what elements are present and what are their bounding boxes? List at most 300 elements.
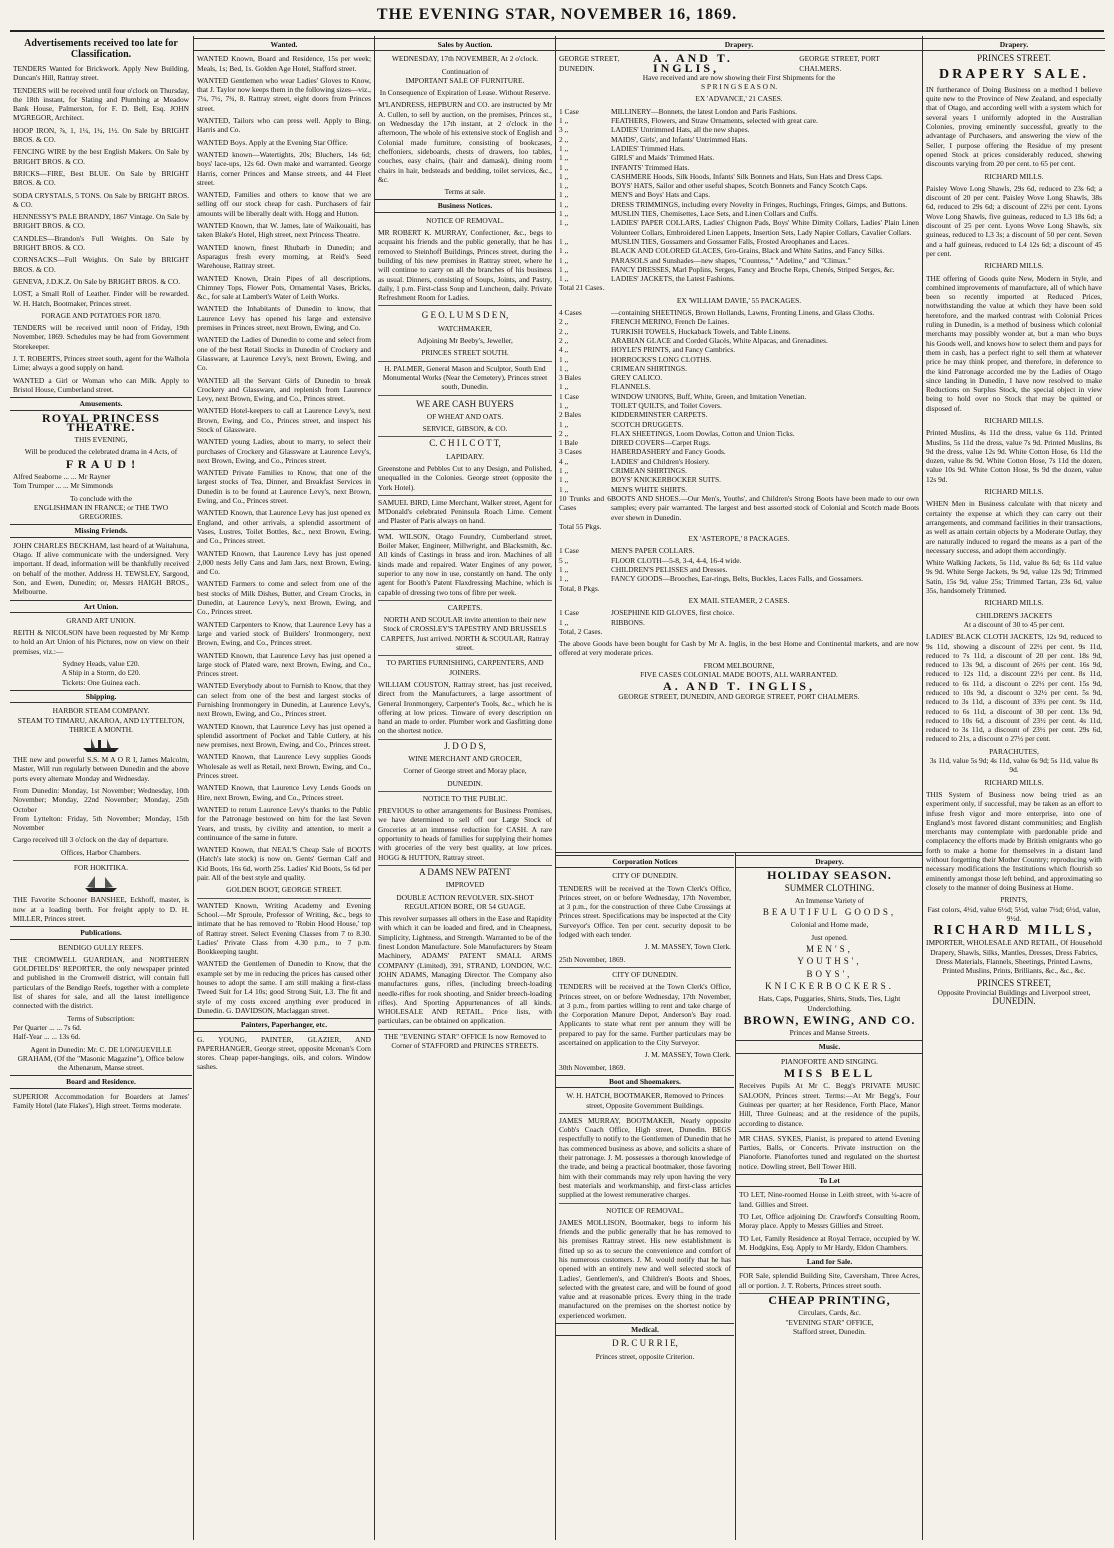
- lumsden-addr: Adjoining Mr Beeby's, Jeweller,: [417, 336, 513, 346]
- item-description: ARABIAN GLACE and Corded Glacés, White Alpacas, and Grenadines.: [611, 335, 828, 345]
- shipment-asterope-list: [556, 546, 922, 583]
- total-asterope: Total, 8 Pkgs.: [559, 583, 600, 593]
- shipment-item: [559, 317, 919, 326]
- item-description: PARASOLS and Sunshades—new shapes, "Countess," "Adeline," and "Climax.": [611, 255, 851, 265]
- lumsden-street: PRINCES STREET SOUTH.: [421, 348, 509, 358]
- dods-name: J. D O D S,: [444, 740, 486, 751]
- knickerbockers: KNICKERBOCKERS.: [765, 980, 894, 991]
- late-ads-title: Advertisements received too late for Classification.: [24, 38, 178, 60]
- ad: HENNESSY'S PALE BRANDY, 1867 Vintage. On Sale by BRIGHT BROS. & CO.: [13, 212, 189, 231]
- harbor-route: STEAM TO TIMARU, AKAROA, AND LYTTELTON,: [17, 715, 185, 725]
- parachutes: PARACHUTES,: [989, 746, 1039, 756]
- shipment-item: [559, 574, 919, 583]
- beautiful-goods: BEAUTIFUL GOODS,: [762, 907, 897, 918]
- item-quantity: 1 ,,: [559, 199, 569, 209]
- inglis-boots: FIVE CASES COLONIAL MADE BOOTS, ALL WARRANTED.: [640, 670, 838, 679]
- removal-title: NOTICE OF REMOVAL.: [426, 215, 504, 225]
- shipment-item: [559, 237, 919, 246]
- item-description: FEATHERS, Flowers, and Straw Ornaments, selected with great care.: [611, 116, 818, 126]
- mens: MEN'S,: [806, 944, 853, 955]
- section-heading: Missing Friends.: [10, 524, 192, 537]
- item-quantity: 4 Cases: [559, 308, 582, 318]
- item-description: FRENCH MERINO, French De Laines.: [611, 317, 730, 327]
- shipment-item: [559, 608, 919, 617]
- mills-when: WHEN Men in Business calculate with that nicety and certainty the expense at which they can carry out their arrangements, and command facilities in their transactions, as well as attain certain objects by a Moderate Outlay, they are naturally induced to regard the means as a part of the necessary success, and adopt them accordingly.: [926, 499, 1102, 555]
- item-description: FLANNELS.: [611, 382, 651, 392]
- ad: CORNSACKS—Full Weights. On Sale by BRIGHT BROS. & CO.: [13, 255, 189, 274]
- item-description: BOYS' HATS, Sailor and other useful shapes, Scotch Bonnets and Fancy Scotch Caps.: [611, 181, 868, 191]
- section-heading: Medical.: [556, 1323, 734, 1336]
- artunion-prize: A Ship in a Storm, do £20.: [61, 668, 141, 678]
- item-quantity: 1 Bale: [559, 438, 579, 448]
- reefs-title: BENDIGO GULLY REEFS.: [58, 942, 144, 952]
- item-description: KIDDERMINSTER CARPETS.: [611, 410, 708, 420]
- item-description: FANCY DRESSES, Marl Poplins, Serges, Fancy and Broche Reps, Chenés, Striped Serges, &c.: [611, 264, 895, 274]
- shipment-item: [559, 265, 919, 274]
- immense: An Immense Variety of: [794, 895, 865, 905]
- shipment-item: [559, 475, 919, 484]
- miss-bell: MISS BELL: [783, 1066, 876, 1081]
- wanted-ad: WANTED Known, that Laurence Levy has just opened a splendid assortment of Pocket and Table Cutlery, at his new premises, next Brown, Ewing, and Co., Princes street.: [197, 721, 371, 750]
- mills-shawls: Paisley Wove Long Shawls, 29s 6d, reduced to 23s 6d; a discount of 20 per cent. Paisley Wove Long Shawls, 38s 6d, reduced to 29s 6d; a discount of 22½ per cent. Lyons Wove Long Shawls, five guineas, reduced to L3 18s 6d; a discount of 25 per cent. Lyons Wove Long Shawls, six guineas, reduced to L3 3s; a discount of 50 per cent. Seven and a half guineas, reduced to L4 12s 6d; a discount of 45 per cent.: [926, 183, 1102, 258]
- shipment-item: [559, 420, 919, 429]
- wanted-ad: WANTED Private Families to Know, that one of the largest stocks of Tea, Dinner, and Breakfast Services in Dunedin is to be found at Laurence Levy's, next Brown, Ewing, and Co., Princes street.: [197, 468, 371, 506]
- public-text: PREVIOUS to other arrangements for Business Premises, we have determined to sell off our Large Stock of Groceries at an immense reduction for CASH. A rare opportunity to heads of families for supplying their homes with groceries of the very best quality, at low prices. HOGG & HUTTON, Rattray street.: [378, 806, 552, 862]
- missing-ad: JOHN CHARLES BECKHAM, last heard of at Waitahuna, Otago. If alive communicate with the undersigned. Very important. If dead, information will be thankfully received on behalf of the mother. Address H. TEWSLEY, Sargood, Son, and Ewen, Dunedin; or, Messrs HAIGH BROS., Melbourne.: [13, 540, 189, 597]
- prints-text: Fast colors, 4½d, value 6½d; 5½d, value 7½d; 6½d, value, 9½d.: [927, 904, 1101, 923]
- currie-addr: Princes street, opposite Criterion.: [595, 1351, 695, 1361]
- shipment-item: [559, 494, 919, 522]
- reefs-terms: Terms of Subscription:: [67, 1013, 135, 1023]
- wanted-ad: WANTED Carpenters to Know, that Laurence Levy has a large and varied stock of Builders' Ironmongery, next Brown, Ewing, and Co., Princes street.: [197, 619, 371, 648]
- section-heading: Publications.: [10, 926, 192, 939]
- shipment-item: [559, 382, 919, 391]
- item-description: HORROCKS'S LONG CLOTHS.: [611, 354, 712, 364]
- item-description: INFANTS' Trimmed Hats.: [611, 162, 690, 172]
- reefs-quarter: Per Quarter ... ... 7s 6d.: [13, 1022, 82, 1032]
- tolet-ad: TO Let, Office adjoining Dr. Crawford's Consulting Room, Moray place. Apply to Messrs Gillies and Street.: [739, 1211, 920, 1231]
- city-date: 25th November, 1869.: [559, 954, 626, 964]
- ad: TENDERS will be received until four o'clock on Thursday, the 18th instant, for Slating and Plumbing at Meadow Bank House, Palmerston, for F. D. Bell, Esq. JOHN M'GREGOR, Architect.: [13, 85, 189, 123]
- shipment-item: [559, 392, 919, 401]
- total-davie: Total 55 Pkgs.: [559, 521, 602, 531]
- item-quantity: 1 ,,: [559, 181, 569, 191]
- item-description: MUSLIN TIES, Chemisettes, Lace Sets, and Linen Collars and Cuffs.: [611, 209, 818, 219]
- shipment-item: [559, 556, 919, 565]
- item-quantity: 1 ,,: [559, 209, 569, 219]
- couston-text: WILLIAM COUSTON, Rattray street, has just received, direct from the Manufacturers, a large assortment of General Ironmongery, Carpenter's Tools, &c., which he is offering at low prices. Tinware of every description on hand an made to order. Plumber work and Gasfitting done on the shortest notice.: [378, 679, 552, 736]
- dods-trade: WINE MERCHANT AND GROCER,: [408, 754, 522, 763]
- ad: BRICKS—FIRE, Best BLUE. On Sale by BRIGHT BROS. & CO.: [13, 168, 189, 188]
- auction-terms: Terms at sale.: [444, 187, 486, 197]
- item-quantity: 3 Cases: [559, 447, 582, 457]
- item-description: DRESS TRIMMINGS, including every Novelty in Fringes, Ruchings, Fringes, Gimps, and Buttons.: [611, 199, 908, 209]
- mills-muslins: Printed Muslins, 4s 11d the dress, value 6s 11d. Printed Muslins, 5s 11d the dress, value 7s 9d. Printed Muslins, 8s 9d the dress, value 12s 9d. White Cotton Hose, 6s 11d the dozen, value 8s 9d. White Cotton Hose, 7s 11d the dozen, value 10s 9d. White Cotton Hose, 9s 9d the dozen, value 12s 9d.: [926, 428, 1102, 484]
- brown-ewing-addr: Princes and Manse Streets.: [789, 1028, 870, 1038]
- shipment-item: [559, 163, 919, 172]
- theatre-farce: ENGLISHMAN IN FRANCE; or THE TWO GREGORIES.: [33, 502, 169, 522]
- item-description: CASHMERE Hoods, Silk Hoods, Infants' Silk Bonnets and Hats, Sun Hats and Dress Caps.: [611, 171, 883, 181]
- item-quantity: 1 Case: [559, 106, 579, 116]
- shipment-advance-list: [556, 107, 922, 284]
- item-description: CRIMEAN SHIRTINGS.: [611, 363, 687, 373]
- section-heading: Drapery.: [736, 855, 922, 868]
- item-quantity: 1 ,,: [559, 116, 569, 126]
- revolver-title: A DAMS NEW PATENT: [419, 866, 511, 877]
- item-description: MEN'S WHITE SHIRTS.: [611, 484, 688, 494]
- shipment-item: [559, 466, 919, 475]
- shipment-item: [559, 364, 919, 373]
- shipment-mail-list: [556, 608, 922, 627]
- theatre-when: THIS EVENING,: [74, 435, 128, 445]
- item-quantity: 1 Case: [559, 391, 579, 401]
- wanted-ad: WANTED Known, that W. James, late of Waikouaiti, has taken Blake's Hotel, High street, next Princess Theatre.: [197, 221, 371, 240]
- inglis-firm: A. AND T. INGLIS,: [652, 51, 733, 75]
- harbor-freq: THRICE A MONTH.: [69, 724, 133, 734]
- inglis-firm-footer: A. AND T. INGLIS,: [663, 679, 815, 694]
- cheap-printing: CHEAP PRINTING,: [768, 1292, 891, 1307]
- theatre-name: ROYAL PRINCESS THEATRE.: [42, 410, 160, 434]
- lumsden-trade: WATCHMAKER,: [438, 323, 492, 333]
- artunion-tickets: Tickets: One Guinea each.: [61, 677, 141, 687]
- dods-addr: Corner of George street and Moray place,: [403, 766, 527, 776]
- murray-ad: JAMES MURRAY, BOOTMAKER, Nearly opposite Cobb's Coach Office, High street, Dunedin. BEGS respectfully to notify to the Gentlemen of Dunedin that he has commenced business as above, and solicits a share of their patronage. J. M. possesses a thorough knowledge of the trade, and being a practical bootmaker, those favoring him with their commands may rely upon having the very best materials and workmanship, and first-class articles supplied at the lowest remunerative charges.: [559, 1115, 731, 1200]
- shipment-item: [559, 172, 919, 181]
- reefs-text: THE CROMWELL GUARDIAN, and NORTHERN GOLDFIELDS' REPORTER, the only newspaper printed and published in the Cromwell district, will contain full particulars of the Bendigo Reefs, together with a complete list of shares for sale, and all the latest intelligence connected with the district.: [13, 954, 189, 1011]
- shipment-item: [559, 457, 919, 466]
- shipment-item: [559, 153, 919, 162]
- item-quantity: 1 ,,: [559, 236, 569, 246]
- item-description: LADIES' Trimmed Hats.: [611, 143, 685, 153]
- tolet-ad: TO Let, Family Residence at Royal Terrace, occupied by W. M. Hodgkins, Esq. Apply to Mr Hardy, Eldon Chambers.: [739, 1233, 920, 1252]
- theatre-cast: Tom Trumper ... ... Mr Simmonds: [13, 481, 113, 491]
- sykes-ad: MR CHAS. SYKES, Pianist, is prepared to attend Evening Parties, Balls, or Concerts. Private instruction on the Pianoforte. Pianofortes tuned and regulated on the shortest notice. Dowling street, Bell Tower Hill.: [739, 1133, 920, 1171]
- shipment-item: [559, 190, 919, 199]
- section-heading: Music.: [736, 1040, 922, 1053]
- land-ad: FOR Sale, splendid Building Site, Caversham, Three Acres, all or portion. J. T. Roberts, Princes street south.: [739, 1271, 920, 1290]
- subcolumn-holiday: [735, 853, 922, 1540]
- cash-buyers-title: WE ARE CASH BUYERS: [416, 398, 514, 409]
- section-heading: Board and Residence.: [10, 1075, 192, 1088]
- item-description: FANCY GOODS—Brooches, Ear-rings, Belts, Buckles, Laces Falls, and Gossamers.: [611, 574, 863, 584]
- public-title: NOTICE TO THE PUBLIC.: [422, 793, 508, 803]
- ad: GENEVA, J.D.K.Z. On Sale by BRIGHT BROS. & CO.: [13, 276, 181, 286]
- summer-clothing: SUMMER CLOTHING.: [784, 882, 875, 893]
- item-description: GREY CALICO.: [611, 373, 663, 383]
- item-description: TURKISH TOWELS, Huckaback Towels, and Table Linens.: [611, 326, 791, 336]
- total-advance: Total 21 Cases.: [559, 283, 605, 293]
- cash-buyers-firm: SERVICE, GIBSON, & CO.: [422, 424, 508, 434]
- ad: FORAGE AND POTATOES FOR 1870.: [41, 310, 161, 320]
- item-description: CRIMEAN SHIRTINGS.: [611, 466, 687, 476]
- inglis-port: GEORGE STREET, PORT CHALMERS.: [799, 54, 880, 73]
- item-quantity: 1 ,,: [559, 264, 569, 274]
- section-heading: Wanted.: [194, 38, 374, 51]
- item-quantity: 1 Case: [559, 608, 579, 618]
- ad: TENDERS Wanted for Brickwork. Apply New Building, Duncan's Hill, Rattray street.: [13, 64, 189, 83]
- shipment-item: [559, 125, 919, 134]
- revolver-model: DOUBLE ACTION REVOLVER. SIX-SHOT REGULATION BORE, OR 54 GUAGE.: [396, 892, 534, 911]
- children-discount: At a discount of 30 to 45 per cent.: [963, 619, 1065, 629]
- parachutes-text: 3s 11d, value 5s 9d; 4s 11d, value 6s 9d; 5s 11d, value 8s 9d.: [929, 756, 1099, 775]
- city-title: CITY OF DUNEDIN.: [612, 871, 678, 881]
- item-quantity: 1 ,,: [559, 466, 569, 476]
- item-description: DIRED COVERS—Carpet Rugs.: [611, 438, 711, 448]
- item-quantity: 4 ,,: [559, 345, 569, 355]
- section-heading: Amusements.: [10, 397, 192, 410]
- item-quantity: 1 Case: [559, 546, 579, 556]
- mills-opposite: Opposite Provincial Buildings and Liverpool street,: [937, 987, 1091, 997]
- mills-sign: RICHARD MILLS.: [984, 598, 1044, 608]
- wanted-ad: WANTED Known, that Laurence Levy has just opened a large stock of Plated ware, next Brown, Ewing, and Co., Princes street.: [197, 650, 371, 679]
- inglis-season: S P R I N G S E A S O N.: [700, 82, 778, 92]
- item-quantity: 1 ,,: [559, 274, 569, 284]
- column-drapery: [555, 36, 922, 1540]
- item-quantity: 1 ,,: [559, 617, 569, 627]
- shipment-item: [559, 135, 919, 144]
- shipment-item: [559, 200, 919, 209]
- shipment-item: [559, 565, 919, 574]
- shipment-item: [559, 429, 919, 438]
- tolet-ad: TO LET, Nine-roomed House in Leith street, with ¼-acre of land. Gillies and Street.: [739, 1190, 920, 1209]
- prints: PRINTS,: [1000, 895, 1028, 905]
- city-text: TENDERS will be received at the Town Clerk's Office, Princes street, on or before Wednesday, 17th November, at 3 p.m., from parties willing to rent and take charge of the Corporation Manure Depot, Anderson's Bay road. Applicants to state what rent per annum they will be prepared to pay for the same. Further particulars may be ascertained on application to the City Surveyor.: [559, 982, 731, 1048]
- mollison-ad: JAMES MOLLISON, Bootmaker, begs to inform his friends and the public generally that he has removed to his premises Rattray street. His new establishment is fitted up so as to secure the convenience and comfort of his numerous customers. J. M. would notify that he has opened with an entirely new and well selected stock of Ladies', Gentlemen's, and Children's Boots and Shoes, selected with the greatest care, and will be found of good value and at reasonable prices. Every thing in the trade manufactured on the premises on the shortest notice by experienced workmen.: [559, 1217, 731, 1320]
- ad: SODA CRYSTALS, 5 TONS. On Sale by BRIGHT BROS. & CO.: [13, 190, 189, 209]
- princes-street: PRINCES STREET.: [977, 53, 1051, 64]
- inglis-melbourne: FROM MELBOURNE,: [703, 660, 775, 670]
- item-quantity: 2 ,,: [559, 335, 569, 345]
- ex-advance: EX 'ADVANCE,' 21 CASES.: [695, 94, 783, 104]
- holiday-title: HOLIDAY SEASON.: [767, 868, 892, 883]
- item-quantity: 2 Bales: [559, 410, 581, 420]
- wanted-ad: WANTED, Tailors who can press well. Apply to Bing, Harris and Co.: [197, 116, 371, 135]
- wanted-ad: WANTED known, finest Rhubarb in Dunedin; and Asparagus fresh every morning, at Reid's Seed Warehouse, Rattray street.: [197, 242, 371, 271]
- shipment-item: [559, 485, 919, 494]
- shipment-item: [559, 218, 919, 237]
- auction-cont: Continuation of: [441, 66, 489, 76]
- currie-name: D R. C U R R I E,: [612, 1338, 678, 1349]
- item-quantity: 1 ,,: [559, 171, 569, 181]
- item-quantity: 4 ,,: [559, 456, 569, 466]
- mills-sign: RICHARD MILLS.: [984, 171, 1044, 181]
- item-description: SCOTCH DRUGGETS.: [611, 419, 684, 429]
- section-heading: Land for Sale.: [736, 1255, 922, 1268]
- couston-title: TO PARTIES FURNISHING, CARPENTERS, AND JOINERS.: [386, 658, 544, 677]
- ad: TENDERS will be received until noon of Friday, 19th November, 1869. Schedules may be had from Government Storekeeper.: [13, 323, 189, 351]
- shipment-item: [559, 308, 919, 317]
- mills-princes: PRINCES STREET,: [977, 977, 1051, 988]
- auction-title: IMPORTANT SALE OF FURNITURE.: [405, 75, 525, 85]
- item-description: BLACK AND COLORED GLACES, Gro-Grains, Black and White Satins, and Fancy Silks.: [611, 246, 885, 256]
- city-sign: J. M. MASSEY, Town Clerk.: [644, 942, 731, 952]
- section-heading: Sales by Auction.: [375, 38, 555, 51]
- item-description: RIBBONS.: [611, 617, 645, 627]
- ad: WANTED a Girl or Woman who can Milk. Apply to Bristol House, Cumberland street.: [13, 375, 189, 394]
- item-quantity: 1 ,,: [559, 143, 569, 153]
- section-heading: Painters, Paperhanger, etc.: [194, 1018, 374, 1031]
- theatre-conclude: To conclude with the: [69, 493, 133, 503]
- section-heading: Business Notices.: [375, 199, 555, 212]
- inglis-dunedin: GEORGE STREET, DUNEDIN.: [559, 54, 620, 73]
- item-quantity: 3 ,,: [559, 125, 569, 135]
- column-wanted: [193, 36, 374, 1540]
- reefs-half: Half-Year ... ... 13s 6d.: [13, 1032, 81, 1042]
- shipment-item: [559, 116, 919, 125]
- schooner-icon: [83, 875, 119, 893]
- item-quantity: 3 Bales: [559, 373, 581, 383]
- mills-sign: RICHARD MILLS.: [984, 487, 1044, 497]
- shipment-item: [559, 373, 919, 382]
- cash-buyers-of: OF WHEAT AND OATS.: [426, 411, 504, 421]
- item-quantity: 1 ,,: [559, 475, 569, 485]
- ad: LOST, a Small Roll of Leather. Finder will be rewarded. W. H. Hatch, Bootmaker, Princes street.: [13, 289, 189, 308]
- ad: CANDLES—Brandon's Full Weights. On Sale by BRIGHT BROS. & CO.: [13, 233, 189, 253]
- item-description: LADIES' Untrimmed Hats, all the new shapes.: [611, 125, 750, 135]
- item-description: BOYS' KNICKERBOCKER SUITS.: [611, 475, 721, 485]
- wanted-ad: WANTED Known, that Laurence Levy has just opened 2,000 nests Jelly Cans and Jam Jars, next Brown, Ewing, and Co.: [197, 548, 371, 577]
- item-description: MEN'S and Boys' Hats and Caps.: [611, 190, 711, 200]
- section-heading: Corporation Notices: [556, 855, 734, 868]
- wanted-ad: WANTED Boys. Apply at the Evening Star Office.: [197, 137, 348, 147]
- wanted-ad: WANTED Known, Writing Academy and Evening School.—Mr Sproule, Professor of Writing, &c., begs to intimate that he has removed to 'Robin Hood House,' top of Rattray street. Select Evening Classes from 7 to 8.30. Ladies' Private Class from 4.30 p.m., to 7 p.m. Bookkeeping taught.: [197, 900, 371, 957]
- wanted-ad: WANTED Farmers to come and select from one of the best stocks of Milk Dishes, Butter, and Cream Crocks, in Dunedin, at Laurence Levy's, next Brown, Ewing, and Co., Princes street.: [197, 579, 371, 617]
- item-quantity: 1 ,,: [559, 565, 569, 575]
- palmer-ad: H. PALMER, General Mason and Sculptor, South End Monumental Works (Near the Cemetery), Princes street south, Dunedin.: [382, 363, 548, 392]
- wanted-ad: WANTED Known, Board and Residence, 15s per week; Meals, 1s; Bed, 1s. Golden Age Hotel, Stafford street.: [197, 54, 371, 73]
- wanted-ad: WANTED the Inhabitants of Dunedin to know, that Laurence Levy has opened his large and extensive premises in Princes street, next Brown, Ewing, and Co.: [197, 304, 371, 333]
- harbor-text: THE new and powerful S.S. M A O R I, James Malcolm, Master, Will run regularly between Dunedin and the above ports every alternate Monday and Wednesday.: [13, 755, 189, 783]
- item-description: WINDOW UNIONS, Buff, White, Green, and Imitation Venetian.: [611, 391, 807, 401]
- shipment-item: [559, 246, 919, 255]
- item-description: MEN'S PAPER COLLARS.: [611, 546, 695, 556]
- mills-jackets: White Walking Jackets, 5s 11d, value 8s 6d; 6s 11d value 9s 9d. White Serge Jackets, 9s 9d, value 12s 9d; Trimmed Satin, 15s 9d, value 25s; Trimmed Tartan, 23s 6d, value 35s, handsomely Trimmed.: [926, 558, 1102, 596]
- column-auction: [374, 36, 555, 1540]
- carpets-title: CARPETS.: [447, 602, 483, 612]
- mills-importer: IMPORTER, WHOLESALE AND RETAIL, Of Household Drapery, Shawls, Silks, Mantles, Dresses, Dress Fabrics, Dress Materials, Flannels, Sheetings, Printed Lawns, Printed Muslins, Prints, Brilliants, &c., &c., &c.: [926, 938, 1102, 976]
- mills-sign: RICHARD MILLS.: [984, 261, 1044, 271]
- item-quantity: 1 ,,: [559, 382, 569, 392]
- ad: J. T. ROBERTS, Princes street south, agent for the Walhola Lime; always a good supply on hand.: [13, 354, 189, 373]
- mills-offering: THE offering of Goods quite New, Modern in Style, and combined improvements of manufacture, all of which have been so recently imported at Reduced Prices, notwithstanding the value at which they have been sold heretofore, and the marked contrast with Colonial Prices ruling in Dunedin, is a method of business which colonial merchants may possibly wonder at, but a man who buys his Goods well, and knows how to select them and pays for them in cash, has a perfect right to sell them at whatever price he may think proper, and therefore, in deference to the kind Patronage accorded me by the Ladies of Otago since landing in Dunedin, I have now resolved to make Reductions on Surplus Stock, the special object in view being to hold over no Stock that may be quitted or disposed of.: [926, 273, 1102, 413]
- theatre-play: F R A U D !: [65, 456, 137, 471]
- mills-intro: IN furtherance of Doing Business on a method I believe quite new to the Province of New Zealand, and especially that of Otago, and according well with a system which for several years I uniformly adopted in the Australian Colonies, proving eminently successful, greatly to the advantage of Purchasers, and answering the view of the Seller, I purpose offering the Residue of my present opened Stock at prices considerably reduced, shewing discounts varying from 20 per cent. to 65 per cent.: [926, 84, 1102, 169]
- harbor-title: HARBOR STEAM COMPANY.: [52, 706, 150, 716]
- wanted-ad: WANTED Known, Drain Pipes of all descriptions, Chimney Tops, Flower Pots, Ornamental Vases, Bricks, &c., for sale at Lambert's Water of Leith Works.: [197, 273, 371, 302]
- auction-date: WEDNESDAY, 17th NOVEMBER, At 2 o'clock.: [391, 54, 539, 64]
- item-quantity: 10 Trunks and 6 Cases: [559, 493, 611, 513]
- item-description: LADIES' JACKETS, the Latest Fashions.: [611, 274, 735, 284]
- wanted-ad: WANTED Known, that Laurence Levy supplies Goods Wholesale as well as Retail, next Brown, Ewing, and Co., Princes street.: [197, 752, 371, 781]
- mills-big: RICHARD MILLS,: [933, 923, 1095, 939]
- shipment-item: [559, 107, 919, 116]
- section-heading: Drapery.: [923, 38, 1105, 51]
- item-description: FLOOR CLOTH—5-8, 3-4, 4-4, 16-4 wide.: [611, 555, 742, 565]
- shipment-item: [559, 144, 919, 153]
- carpets-text: NORTH AND SCOULAR invite attention to their new Stock of CROSSLEY'S TAPESTRY AND BRUSSELS CARPETS, Just arrived. NORTH & SCOULAR, Rattray street.: [380, 615, 550, 653]
- section-heading: Art Union.: [10, 600, 192, 613]
- inglis-received: Have received and are now showing their First Shipments for the: [642, 72, 836, 82]
- chilcott-text: Greenstone and Pebbles Cut to any Design, and Polished, unequalled in the Colonies. George street (opposite the York Hotel).: [378, 463, 552, 492]
- shipment-item: [559, 401, 919, 410]
- bell-text: Receives Pupils At Mr C. Begg's PRIVATE MUSIC SALOON, Princes street. Terms:—At Mr Begg's, Four Guineas per quarter; at her Residence, Forth Place, Manor Hill, Three Guineas; and at the residence of the pupils, according to distance.: [739, 1081, 920, 1128]
- section-heading: To Let: [736, 1174, 922, 1187]
- wanted-ad: WANTED to return Laurence Levy's thanks to the Public for the Patronage bestowed on him for the last Seven Years, and trusts, by civility and attention, to merit a continuance of the same in future.: [197, 804, 371, 842]
- youths: YOUTHS',: [797, 956, 862, 967]
- star-office-ad: THE "EVENING STAR" OFFICE Is now Removed to Corner of STAFFORD and PRINCES STREETS.: [383, 1031, 547, 1051]
- inglis-addr-footer: GEORGE STREET, DUNEDIN, AND GEORGE STREET, PORT CHALMERS.: [618, 691, 860, 701]
- just-opened: Just opened.: [811, 932, 848, 942]
- artunion-prize: Sydney Heads, value £20.: [62, 659, 140, 669]
- subcolumn-corporation: [556, 853, 734, 1540]
- lumsden-name: G E O. L U M S D E N,: [421, 310, 509, 321]
- stafford-street: Stafford street, Dunedin.: [793, 1326, 866, 1336]
- harbor-from-dunedin: From Dunedin: Monday, 1st November; Wednesday, 10th November; Monday, 22nd November; Monday, 25th October: [13, 786, 189, 814]
- item-description: MILLINERY—Bonnets, the latest London and Paris Fashions.: [611, 106, 797, 116]
- item-description: —containing SHEETINGS, Brown Hollands, Lawns, Fronting Linens, and Glass Cloths.: [611, 308, 875, 318]
- wanted-ad: WANTED all the Servant Girls of Dunedin to break Crockery and Glassware, and replenish from Laurence Levy, next Brown, Ewing, and Co., Princes street.: [197, 375, 371, 404]
- shipment-item: [559, 345, 919, 354]
- removal-text: MR ROBERT K. MURRAY, Confectioner, &c., begs to acquaint his friends and the public generally, that he has removed to Steinhoff Buildings, Princes street, during the building of his new premises in Rattray street, where he will continue to carry on all the branches of his business as usual. Dinners, consisting of Soups, Joints, and Pastry, daily, 1 p.m. First-class Soup and Luncheon, daily. Private Refreshment Room for Ladies.: [378, 228, 552, 303]
- artunion-text: REITH & NICOLSON have been requested by Mr Kemp to hold an Art Union of his Pictures, now on view on their premises, viz.:—: [13, 628, 189, 656]
- shipment-davie-list: [556, 308, 922, 522]
- mills-sign: RICHARD MILLS.: [984, 777, 1044, 787]
- shipment-item: [559, 256, 919, 265]
- masthead-rule: [10, 30, 1104, 32]
- wanted-ad: WANTED young Ladies, about to marry, to select their purchases of Crockery and Glassware at Laurence Levy's, next Brown, Ewing, and Co., Princes street.: [197, 437, 371, 465]
- revolver-improved: IMPROVED: [445, 880, 485, 890]
- artunion-title: GRAND ART UNION.: [66, 615, 136, 625]
- total-mail: Total, 2 Cases.: [559, 626, 603, 636]
- item-quantity: 1 ,,: [559, 484, 569, 494]
- item-description: GIRLS' and Maids' Trimmed Hats.: [611, 153, 715, 163]
- section-heading: Drapery.: [556, 38, 922, 51]
- removal-title: NOTICE OF REMOVAL.: [606, 1205, 684, 1215]
- theatre-cast: Alfred Seaborne ... ... Mr Rayner: [13, 471, 111, 481]
- item-description: LADIES' and Children's Hosiery.: [611, 456, 710, 466]
- hokitika-text: THE Favorite Schooner BANSHEE, Eckhoff, master, is now at a loading berth. For freight apply to D. H. MILLER, Princes street.: [13, 895, 189, 923]
- wanted-ad: WANTED Hotel-keepers to call at Laurence Levy's, next Brown, Ewing, and Co., Princes street, and inspect his Stock of Glassware.: [197, 406, 371, 434]
- item-description: CHILDREN'S PELISSES and Dresses.: [611, 565, 728, 575]
- board-ad: SUPERIOR Accommodation for Boarders at James' Family Hotel (late Flakes'), High street. Terms moderate.: [13, 1091, 189, 1111]
- inglis-bought: The above Goods have been bought for Cash by Mr A. Inglis, in the best Home and Continental markets, and are now offered at very moderate prices.: [559, 639, 919, 658]
- item-description: MAIDS', Girls', and Infants' Untrimmed Hats.: [611, 134, 748, 144]
- bird-ad: SAMUEL BIRD, Lime Merchant, Walker street, Agent for M'Donald's celebrated Peninsula Roach Lime. Cement and Plaster of Paris always on hand.: [378, 497, 552, 526]
- wanted-ad: WANTED the Gentlemen of Dunedin to Know, that the example set by me in reducing the prices has caused other houses to adopt the same. I am still making a first-class Tweed Suit for L4 10s; good Strong Suit, L3. The fit and style of my costs exceed anything ever produced in Dunedin. G. DAVIDSON, Maclaggan street.: [197, 959, 371, 1015]
- section-heading: Boot and Shoemakers.: [556, 1075, 734, 1088]
- item-description: HOYLE'S PRINTS, and Fancy Cambrics.: [611, 345, 736, 355]
- mills-system: THIS System of Business now being tried as an experiment only, if successful, may be taken as an effort to infuse fresh vigor and more enterprise, into one of England's most favored distant communities; and English merchants may contemplate with pardonable pride and complacency the efforts made by British emigrants who go forth to make a home for themselves in a distant land without forgetting their Mother Country; reproducing with necessary modifications the Institutions which flourish so eminently amongst those left behind, and approximating so closely to the manner of doing Business at Home.: [926, 789, 1102, 892]
- item-description: LADIES' PAPER COLLARS, Ladies' Chignon Pads, Boys' White Dimity Collars, Ladies' Plain Linen Volunteer Collars, Embroidered Linen Lappets, Insertion Sets, Lady Napier Collars, Cavalier Collars.: [611, 218, 919, 237]
- shipment-item: [559, 274, 919, 283]
- chilcott-trade: LAPIDARY.: [446, 451, 484, 461]
- item-quantity: 1 ,,: [559, 153, 569, 163]
- hokitika-title: FOR HOKITIKA.: [73, 863, 129, 873]
- auction-cons: In Consequence of Expiration of Lease. Without Reserve.: [379, 88, 551, 98]
- mills-dunedin: DUNEDIN.: [992, 996, 1036, 1007]
- ladies-jackets: LADIES' BLACK CLOTH JACKETS, 12s 9d, reduced to 9s 11d, showing a discount of 22½ per cent. 9s 11d, reduced to 7s 11d, a discount of 20 per cent. 18s 9d, reduced to 13s 9d, a discount of 26½ per cent. 16s 9d, reduced to 12s 11d, a discount 22½ per cent. 8s 11d, reduced to 6s 11d, a discount o 22½ per cent. 15s 9d, reduced to 10s 9d, a discount o 32½ per cent. 5s 9d, reduced to 3s 11d, a discount of 33½ per cent. 9s 11d, reduced to 6s 11d, a discount of 30 per cent. 13s 9d, reduced to 10s 6d, a discount of 23½ per cent. 4s 11d, reduced to 3s 11d, a discount of 23½ per cent. 29s 6d, reduced to 21s, a discount o 27½ per cent.: [926, 632, 1102, 744]
- dods-city: DUNEDIN.: [447, 778, 483, 788]
- item-description: FLAX SHEETINGS, Loom Dowlas, Cotton and Union Ticks.: [611, 428, 795, 438]
- ex-davie: EX 'WILLIAM DAVIE,' 55 PACKAGES.: [676, 295, 802, 305]
- golden-boot: GOLDEN BOOT, GEORGE STREET.: [226, 885, 342, 895]
- item-quantity: 1 ,,: [559, 574, 569, 584]
- steamship-icon: [81, 737, 121, 753]
- column-classified: [10, 36, 192, 1540]
- item-quantity: 2 ,,: [559, 134, 569, 144]
- item-description: TOILET QUILTS, and Toilet Covers.: [611, 400, 722, 410]
- item-quantity: 1 ,,: [559, 363, 569, 373]
